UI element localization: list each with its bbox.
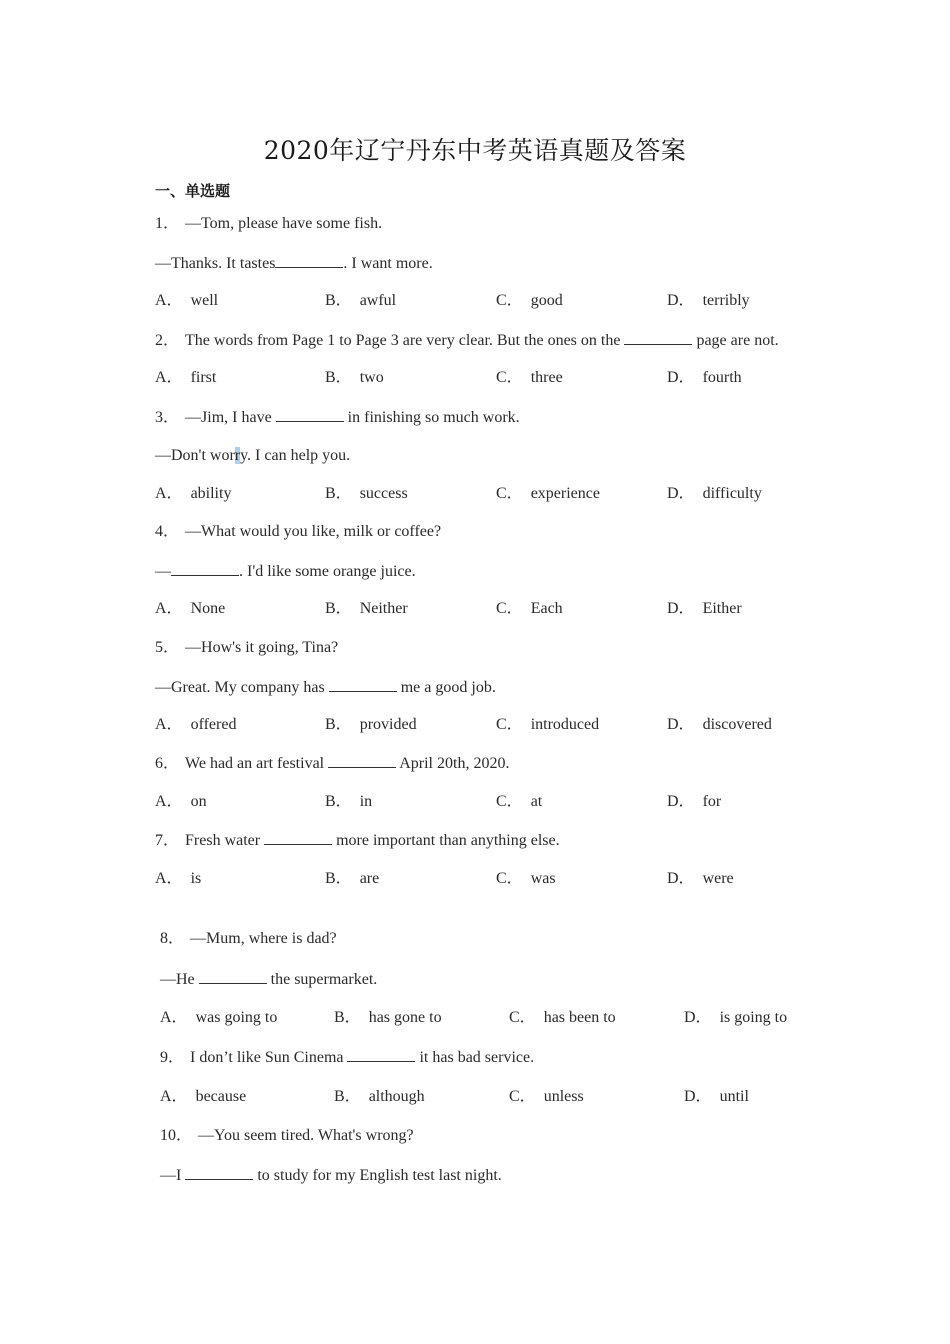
option-text: until [719, 1088, 749, 1105]
answer-option-d [684, 1008, 787, 1028]
answer-blank [199, 969, 267, 984]
option-letter: A． [155, 870, 183, 887]
option-text: are [359, 870, 380, 887]
question-stem [155, 753, 509, 774]
option-letter: C． [496, 600, 523, 617]
question-text: —Thanks. It tastes [155, 255, 276, 272]
answer-blank [275, 253, 343, 268]
answer-option-d [667, 484, 762, 504]
answer-blank [264, 830, 332, 845]
question-text-after-blank: me a good job. [396, 679, 496, 696]
question-stem [155, 522, 441, 542]
answer-blank [171, 561, 239, 576]
option-letter: A． [155, 292, 183, 309]
question-text: Fresh water [185, 832, 265, 849]
option-text: at [530, 793, 543, 810]
answer-blank [329, 677, 397, 692]
answer-option-c [496, 792, 542, 812]
answer-option-b [325, 368, 384, 388]
question-line [155, 561, 416, 582]
question-stem [160, 929, 337, 949]
option-letter: B． [325, 485, 352, 502]
option-letter: A． [160, 1009, 188, 1026]
answer-option-a [160, 1087, 246, 1107]
option-letter: A． [155, 793, 183, 810]
page-title: 2020年辽宁丹东中考英语真题及答案 [263, 136, 687, 165]
question-number: 8． [160, 930, 185, 947]
question-text-after-blank: . I want more. [343, 255, 433, 272]
answer-option-b [325, 792, 372, 812]
option-text: discovered [702, 716, 772, 733]
option-letter: C． [496, 292, 523, 309]
answer-option-d [667, 291, 750, 311]
question-text: —Mum, where is dad? [190, 930, 337, 947]
option-text: unless [543, 1088, 584, 1105]
option-letter: B． [325, 870, 352, 887]
option-text: two [359, 369, 384, 386]
option-text: difficulty [702, 485, 762, 502]
option-letter: A． [160, 1088, 188, 1105]
question-text: —He [160, 971, 199, 988]
option-letter: D． [667, 716, 695, 733]
answer-option-b [334, 1087, 425, 1107]
question-line [155, 253, 433, 274]
question-text-after-blank: the supermarket. [266, 971, 378, 988]
question-text: —I [160, 1167, 186, 1184]
question-text-after-blank: to study for my English test last night. [253, 1167, 502, 1184]
question-text-after-blank: it has bad service. [415, 1049, 535, 1066]
answer-option-c [496, 715, 599, 735]
question-text: The words from Page 1 to Page 3 are very clear. But the ones on the [185, 332, 625, 349]
option-text: experience [530, 485, 600, 502]
option-text: provided [359, 716, 417, 733]
option-text: was going to [195, 1009, 278, 1026]
answer-option-d [667, 869, 734, 889]
option-letter: C． [509, 1088, 536, 1105]
answer-option-c [496, 599, 563, 619]
option-letter: D． [684, 1088, 712, 1105]
option-letter: B． [325, 716, 352, 733]
option-text: has been to [543, 1009, 616, 1026]
option-text: on [190, 793, 207, 810]
question-line [155, 446, 350, 466]
answer-option-b [325, 291, 396, 311]
option-letter: C． [496, 716, 523, 733]
option-text: were [702, 870, 734, 887]
text-selection-highlight: r [234, 447, 241, 464]
option-text: success [359, 485, 408, 502]
option-text: Each [530, 600, 563, 617]
option-letter: D． [667, 369, 695, 386]
answer-option-a [155, 368, 216, 388]
option-text: None [190, 600, 226, 617]
question-line [155, 677, 496, 698]
option-text: awful [359, 292, 397, 309]
option-letter: D． [667, 793, 695, 810]
answer-option-c [509, 1087, 584, 1107]
question-number: 4． [155, 523, 180, 540]
option-letter: A． [155, 716, 183, 733]
option-letter: C． [509, 1009, 536, 1026]
answer-option-d [667, 599, 742, 619]
question-text: — [155, 563, 171, 580]
option-letter: B． [334, 1088, 361, 1105]
answer-blank [347, 1047, 415, 1062]
question-stem [155, 330, 779, 351]
answer-option-b [325, 715, 417, 735]
option-text: offered [190, 716, 237, 733]
question-text: —Great. My company has [155, 679, 329, 696]
question-text-after-blank: in finishing so much work. [343, 409, 520, 426]
question-text: —Don't worry. I can help you. [155, 447, 351, 464]
answer-option-c [509, 1008, 616, 1028]
option-text: although [368, 1088, 425, 1105]
question-stem [155, 830, 560, 851]
option-letter: B． [325, 292, 352, 309]
question-number: 1． [155, 215, 180, 232]
question-text: —How's it going, Tina? [185, 639, 339, 656]
question-text: —Tom, please have some fish. [185, 215, 383, 232]
option-letter: B． [325, 369, 352, 386]
option-text: because [195, 1088, 247, 1105]
option-text: Neither [359, 600, 408, 617]
question-text-after-blank: April 20th, 2020. [396, 755, 510, 772]
question-number: 5． [155, 639, 180, 656]
option-text: good [530, 292, 563, 309]
answer-option-b [325, 599, 408, 619]
answer-option-d [667, 368, 742, 388]
option-letter: B． [325, 793, 352, 810]
answer-blank [276, 407, 344, 422]
answer-option-b [325, 869, 379, 889]
option-text: introduced [530, 716, 600, 733]
option-text: for [702, 793, 722, 810]
question-text: I don’t like Sun Cinema [190, 1049, 348, 1066]
option-letter: D． [667, 292, 695, 309]
option-text: is [190, 870, 202, 887]
question-text-after-blank: . I'd like some orange juice. [239, 563, 416, 580]
answer-blank [624, 330, 692, 345]
option-letter: C． [496, 485, 523, 502]
answer-option-d [667, 792, 721, 812]
question-text: —What would you like, milk or coffee? [185, 523, 442, 540]
question-text: —Jim, I have [185, 409, 276, 426]
answer-option-c [496, 291, 563, 311]
answer-option-d [667, 715, 772, 735]
option-letter: C． [496, 369, 523, 386]
answer-option-d [684, 1087, 749, 1107]
question-stem [155, 407, 520, 428]
question-stem [160, 1047, 534, 1068]
question-stem [155, 638, 338, 658]
question-text-after-blank: page are not. [692, 332, 779, 349]
option-text: is going to [719, 1009, 788, 1026]
option-text: first [190, 369, 217, 386]
option-letter: D． [684, 1009, 712, 1026]
option-letter: D． [667, 485, 695, 502]
option-letter: C． [496, 870, 523, 887]
option-letter: A． [155, 485, 183, 502]
option-letter: D． [667, 870, 695, 887]
answer-option-a [155, 599, 225, 619]
option-letter: A． [155, 369, 183, 386]
option-letter: C． [496, 793, 523, 810]
answer-option-c [496, 484, 600, 504]
question-text: —You seem tired. What's wrong? [198, 1127, 414, 1144]
section-heading: 一、单选题 [155, 182, 231, 200]
question-number: 10． [160, 1127, 193, 1144]
answer-option-a [155, 484, 231, 504]
answer-option-c [496, 368, 563, 388]
question-number: 6． [155, 755, 180, 772]
answer-option-a [160, 1008, 277, 1028]
option-text: fourth [702, 369, 742, 386]
question-line [160, 1165, 502, 1186]
question-number: 9． [160, 1049, 185, 1066]
option-letter: A． [155, 600, 183, 617]
question-number: 3． [155, 409, 180, 426]
question-text-after-blank: more important than anything else. [332, 832, 560, 849]
option-letter: B． [325, 600, 352, 617]
answer-option-b [325, 484, 408, 504]
question-stem [155, 214, 382, 234]
answer-option-a [155, 291, 218, 311]
answer-option-a [155, 869, 201, 889]
answer-option-c [496, 869, 556, 889]
question-text: We had an art festival [185, 755, 329, 772]
question-number: 2． [155, 332, 180, 349]
option-letter: B． [334, 1009, 361, 1026]
question-number: 7． [155, 832, 180, 849]
answer-option-a [155, 792, 207, 812]
option-text: ability [190, 485, 232, 502]
answer-option-a [155, 715, 236, 735]
question-stem [160, 1126, 414, 1146]
option-letter: D． [667, 600, 695, 617]
option-text: well [190, 292, 219, 309]
answer-option-b [334, 1008, 442, 1028]
option-text: terribly [702, 292, 750, 309]
question-line [160, 969, 377, 990]
answer-blank [185, 1165, 253, 1180]
option-text: Either [702, 600, 742, 617]
option-text: was [530, 870, 556, 887]
answer-blank [328, 753, 396, 768]
option-text: has gone to [368, 1009, 442, 1026]
option-text: in [359, 793, 373, 810]
option-text: three [530, 369, 563, 386]
